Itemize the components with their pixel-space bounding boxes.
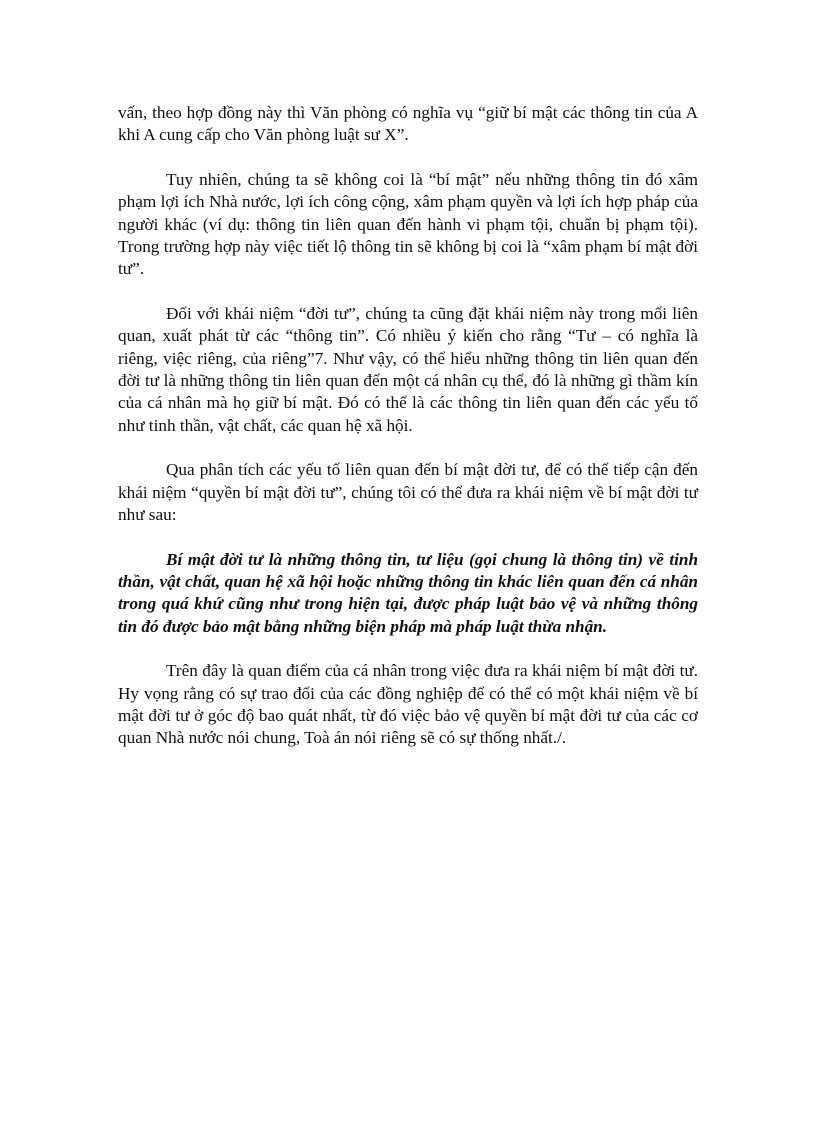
paragraph-definition: Bí mật đời tư là những thông tin, tư liệu (gọi chung là thông tin) về tinh thần, vật chất, quan hệ xã hội hoặc những thông tin khác liên quan đến cá nhân trong quá khứ cũng như trong hiện tại, được pháp luật bảo vệ và những thông tin đó được bảo mật bằng những biện pháp mà pháp luật thừa nhận. — [118, 549, 698, 636]
paragraph-exception: Tuy nhiên, chúng ta sẽ không coi là “bí mật” nếu những thông tin đó xâm phạm lợi ích Nhà nước, lợi ích công cộng, xâm phạm quyền và lợi ích hợp pháp của người khác (ví dụ: thông tin liên quan đến hành vi phạm tội, chuẩn bị phạm tội). Trong trường hợp này việc tiết lộ thông tin sẽ không bị coi là “xâm phạm bí mật đời tư”. — [118, 169, 698, 279]
paragraph-conclusion: Trên đây là quan điểm của cá nhân trong việc đưa ra khái niệm bí mật đời tư. Hy vọng rằng có sự trao đổi của các đồng nghiệp để có thể có một khái niệm về bí mật đời tư ở góc độ bao quát nhất, từ đó việc bảo vệ quyền bí mật đời tư của các cơ quan Nhà nước nói chung, Toà án nói riêng sẽ có sự thống nhất./. — [118, 661, 698, 748]
paragraph-analysis-intro: Qua phân tích các yếu tố liên quan đến bí mật đời tư, để có thể tiếp cận đến khái niệm “quyền bí mật đời tư”, chúng tôi có thể đưa ra khái niệm về bí mật đời tư như sau: — [118, 460, 698, 525]
document-page — [118, 102, 698, 772]
paragraph-continuation: vấn, theo hợp đồng này thì Văn phòng có nghĩa vụ “giữ bí mật các thông tin của A khi A cung cấp cho Văn phòng luật sư X”. — [118, 103, 698, 145]
paragraph-private-life-concept: Đối với khái niệm “đời tư”, chúng ta cũng đặt khái niệm này trong mối liên quan, xuất phát từ các “thông tin”. Có nhiều ý kiến cho rằng “Tư – có nghĩa là riêng, việc riêng, của riêng”7. Như vậy, có thể hiểu những thông tin liên quan đến đời tư là những thông tin liên quan đến một cá nhân cụ thể, đó là những gì thầm kín của cá nhân mà họ giữ bí mật. Đó có thể là các thông tin liên quan đến các yếu tố như tinh thần, vật chất, các quan hệ xã hội. — [118, 303, 698, 435]
